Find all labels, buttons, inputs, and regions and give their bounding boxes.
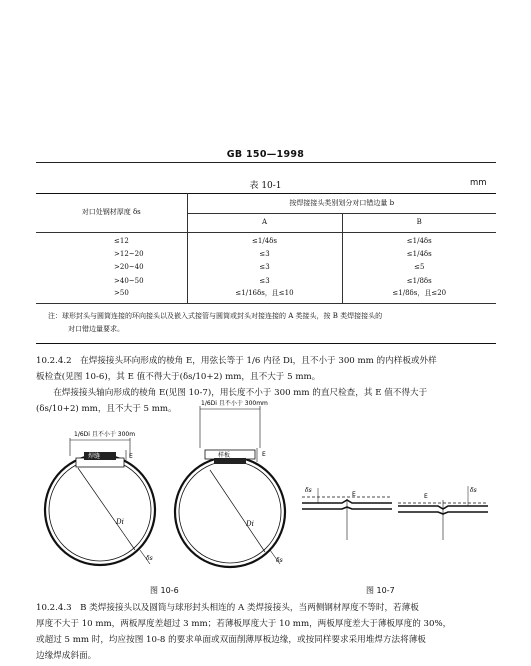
a-cell: ≤3 xyxy=(187,261,342,275)
a-cell: ≤1/4δs xyxy=(187,233,342,248)
fig-10-7-plate-a xyxy=(302,488,392,540)
group-header: 按焊接接头类别划分对口错边量 b xyxy=(187,194,496,214)
ds-label: δs xyxy=(470,487,477,494)
col-a-header: A xyxy=(187,214,342,233)
paragraph-line: 10.2.4.3 B 类焊接接头以及圆筒与球形封头相连的 A 类焊接接头，当两侧钢材厚度不等时，若薄板 xyxy=(36,603,419,613)
table-note-line: 注：球形封头与圆筒连接的环向接头以及嵌入式接管与圆筒或封头对接连接的 A 类接头，按 B 类焊接接头的 xyxy=(48,312,383,321)
thickness-header: 对口处钢材厚度 δs xyxy=(36,194,187,233)
a-cell: ≤3 xyxy=(187,248,342,262)
b-cell: ≤1/4δs xyxy=(342,248,496,262)
table-row xyxy=(36,233,496,248)
table-header-row xyxy=(36,194,496,214)
thickness-cell: >40~50 xyxy=(36,275,187,289)
e-label: E xyxy=(424,493,428,500)
ds-label: δs xyxy=(146,555,153,562)
a-cell: ≤3 xyxy=(187,275,342,289)
thickness-cell: >50 xyxy=(36,288,187,303)
table-note-line: 对口错边量要求。 xyxy=(68,325,124,334)
template-label: 样板 xyxy=(218,452,231,459)
table-note-row xyxy=(36,303,496,343)
b-cell: ≤1/8δs，且≤20 xyxy=(342,288,496,303)
table-row xyxy=(36,288,496,303)
fig-right-label: 1/6Di 且不小于 300mm xyxy=(201,400,268,407)
thickness-cell: ≤12 xyxy=(36,233,187,248)
paragraph-line: 板检查(见图 10-6)，其 E 值不得大于(δs/10+2) mm，且不大于 5 mm。 xyxy=(36,372,321,382)
table-note xyxy=(36,303,496,343)
paragraph-line: (δs/10+2) mm，且不大于 5 mm。 xyxy=(36,404,177,414)
paragraph-line: 在焊接接头轴向形成的棱角 E(见图 10-7)，用长度不小于 300 mm 的直尺检查，其 E 值不得大于 xyxy=(36,388,428,398)
misalignment-table xyxy=(36,193,496,344)
paragraph-line: 边缘焊成斜面。 xyxy=(36,651,97,661)
table-row xyxy=(36,261,496,275)
di-label: Di xyxy=(246,520,254,528)
col-b-header: B xyxy=(342,214,496,233)
standard-code: GB 150—1998 xyxy=(226,149,305,160)
e-label: E xyxy=(129,453,133,460)
b-cell: ≤1/8δs xyxy=(342,275,496,289)
header-rule xyxy=(36,162,496,163)
b-cell: ≤5 xyxy=(342,261,496,275)
di-label: Di xyxy=(116,518,124,526)
table-unit: mm xyxy=(470,178,487,188)
weld-label: 焊缝 xyxy=(88,453,101,460)
a-cell: ≤1/16δs，且≤10 xyxy=(187,288,342,303)
fig-10-7-plate-b xyxy=(398,486,488,540)
fig-left-label: 1/6Di 且不小于 300m xyxy=(74,431,136,438)
b-cell: ≤1/4δs xyxy=(342,233,496,248)
caption-fig-10-7: 图 10-7 xyxy=(366,586,395,595)
e-label: E xyxy=(262,451,266,458)
paragraph-line: 厚度不大于 10 mm，两板厚度差超过 3 mm；若薄板厚度大于 10 mm，两板厚度差大于薄板厚度的 30%， xyxy=(36,619,452,629)
paragraph-line: 10.2.4.2 在焊接接头环向形成的棱角 E，用弦长等于 1/6 内径 Di，且不小于 300 mm 的内样板或外样 xyxy=(36,356,437,366)
e-label: E xyxy=(352,491,356,498)
caption-fig-10-6: 图 10-6 xyxy=(150,586,179,595)
fig-10-6-right-vessel xyxy=(175,406,285,567)
table-row xyxy=(36,275,496,289)
clause-10-2-4-3 xyxy=(36,600,496,664)
paragraph-line: 或超过 5 mm 时，均应按图 10-8 的要求单面或双面削薄厚板边缘，或按同样要求采用堆焊方法将薄板 xyxy=(36,635,426,645)
figures-10-6-10-7 xyxy=(0,400,531,590)
table-row xyxy=(36,248,496,262)
ds-label: δs xyxy=(276,557,283,564)
table-title: 表 10-1 xyxy=(249,181,282,191)
thickness-cell: >20~40 xyxy=(36,261,187,275)
ds-label: δs xyxy=(305,487,312,494)
thickness-cell: >12~20 xyxy=(36,248,187,262)
